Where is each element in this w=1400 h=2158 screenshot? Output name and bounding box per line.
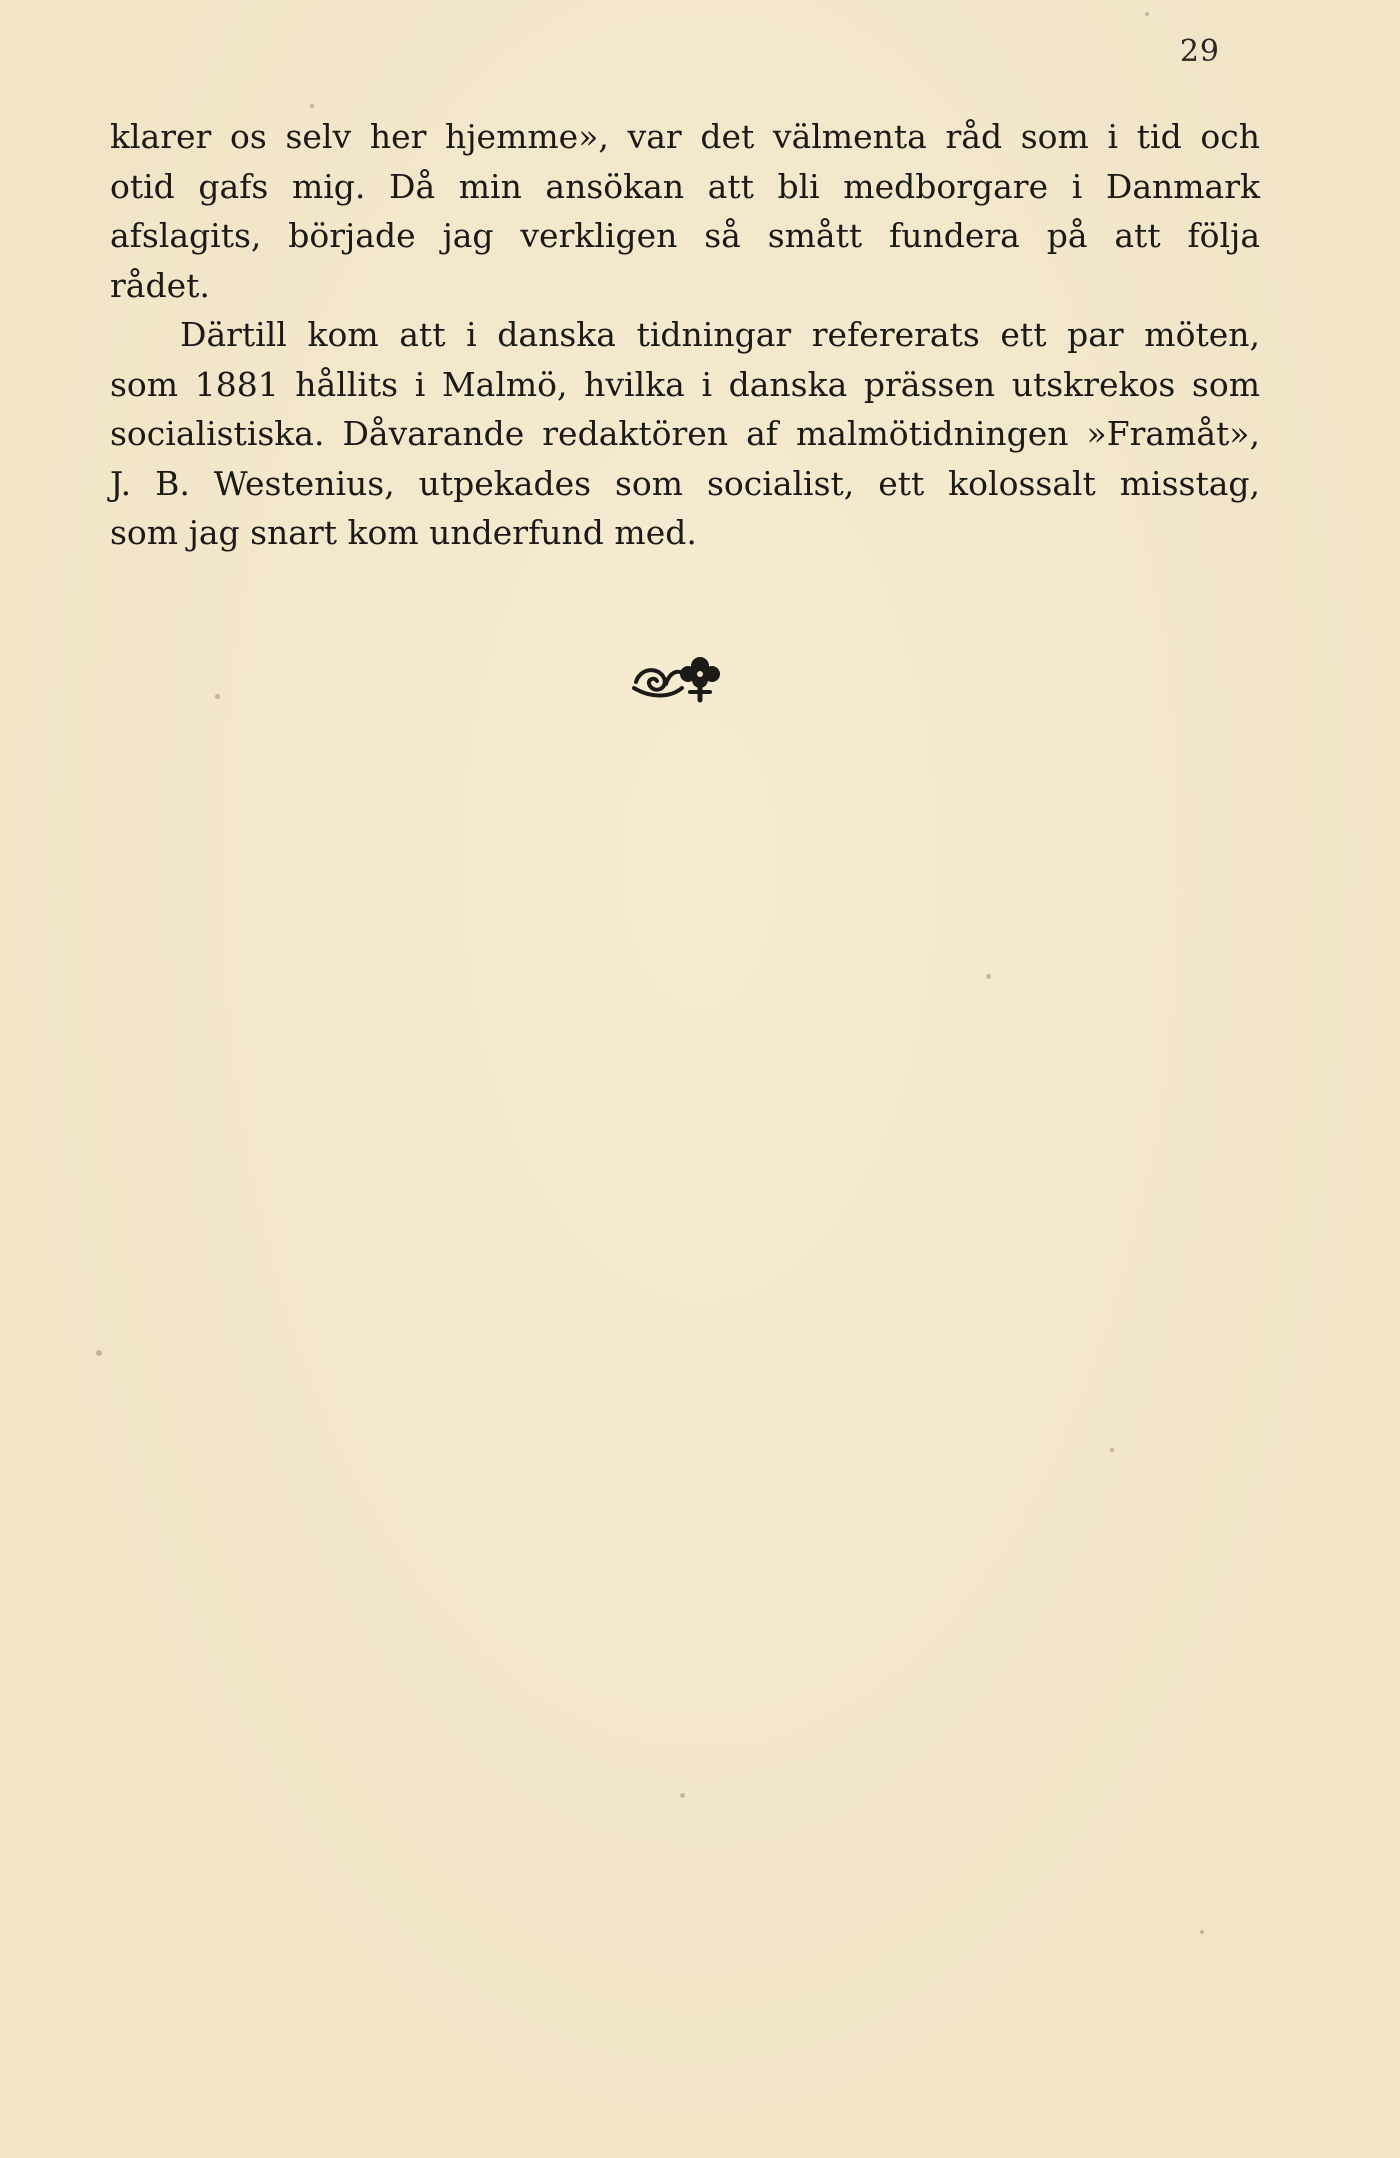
paper-speck [1145, 12, 1149, 16]
paper-speck [215, 694, 220, 699]
paper-speck [310, 104, 314, 108]
body-text [110, 112, 1260, 558]
text-line: afslagits, började jag verkligen så smått fundera på att följa [110, 216, 1260, 255]
paper-speck [1200, 1930, 1204, 1934]
fleuron-ornament-icon [630, 648, 730, 704]
text-line: rådet. [110, 265, 210, 305]
text-line: klarer os selv her hjemme», var det välmenta råd som i tid och [110, 117, 1260, 156]
text-line: J. B. Westenius, utpekades som socialist, ett kolossalt misstag, [110, 463, 1260, 503]
text-line: som 1881 hållits i Malmö, hvilka i danska prässen utskrekos som [110, 364, 1260, 404]
text-line: som jag snart kom underfund med. [110, 513, 697, 552]
paper-speck [680, 1793, 685, 1798]
text-line: otid gafs mig. Då min ansökan att bli medborgare i Danmark [110, 166, 1260, 206]
paper-speck [986, 974, 991, 979]
paper-speck [96, 1350, 102, 1356]
text-line: socialistiska. Dåvarande redaktören af malmötidningen »Framåt», [110, 414, 1260, 453]
text-line: Därtill kom att i danska tidningar refererats ett par möten, [180, 315, 1260, 354]
paper-speck [1110, 1448, 1114, 1452]
page-number: 29 [1179, 34, 1220, 69]
